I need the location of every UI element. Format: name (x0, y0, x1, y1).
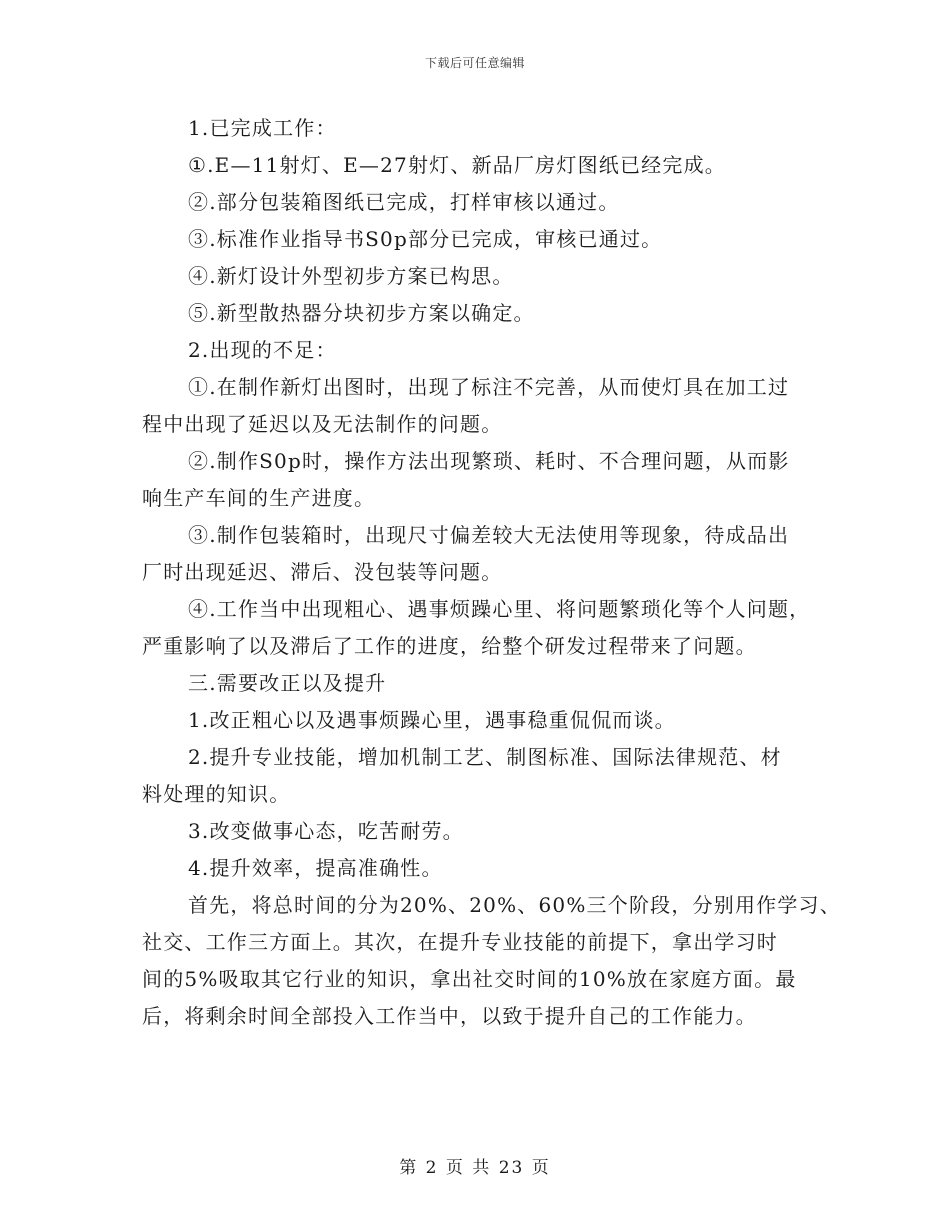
text-line: ④.新灯设计外型初步方案已构思。 (188, 264, 514, 288)
page-footer: 第 2 页 共 23 页 (399, 1158, 551, 1178)
text-line: 首先，将总时间的分为20%、20%、60%三个阶段，分别用作学习、 (188, 893, 841, 917)
text-line: 1.已完成工作： (188, 116, 337, 140)
text-line: ①.在制作新灯出图时，出现了标注不完善，从而使灯具在加工过 (188, 375, 790, 399)
text-line: 料处理的知识。 (142, 782, 291, 806)
text-line: ③.制作包装箱时，出现尺寸偏差较大无法使用等现象，待成品出 (188, 523, 790, 547)
text-line: ③.标准作业指导书S0p部分已完成，审核已通过。 (188, 227, 663, 251)
text-line: ①.E—11射灯、E—27射灯、新品厂房灯图纸已经完成。 (188, 153, 726, 177)
document-body (142, 110, 841, 1035)
text-line: 4.提升效率，提高准确性。 (188, 856, 443, 880)
text-line: 严重影响了以及滞后了工作的进度，给整个研发过程带来了问题。 (142, 634, 757, 658)
text-line: 厂时出现延迟、滞后、没包装等问题。 (142, 560, 503, 584)
text-line: 三.需要改正以及提升 (188, 671, 387, 695)
text-line: 社交、工作三方面上。其次，在提升专业技能的前提下，拿出学习时 (142, 930, 778, 954)
text-line: ⑤.新型散热器分块初步方案以确定。 (188, 301, 535, 325)
text-line: 后，将剩余时间全部投入工作当中，以致于提升自己的工作能力。 (142, 1004, 757, 1028)
text-line: ②.部分包装箱图纸已完成，打样审核以通过。 (188, 190, 620, 214)
text-line: 2.出现的不足： (188, 338, 337, 362)
text-line: ④.工作当中出现粗心、遇事烦躁心里、将问题繁琐化等个人问题， (188, 597, 811, 621)
text-line: ②.制作S0p时，操作方法出现繁琐、耗时、不合理问题，从而影 (188, 449, 790, 473)
text-line: 响生产车间的生产进度。 (142, 486, 376, 510)
text-line: 2.提升专业技能，增加机制工艺、制图标准、国际法律规范、材 (188, 745, 782, 769)
text-line: 3.改变做事心态，吃苦耐劳。 (188, 819, 464, 843)
text-line: 1.改正粗心以及遇事烦躁心里，遇事稳重侃侃而谈。 (188, 708, 676, 732)
text-line: 程中出现了延迟以及无法制作的问题。 (142, 412, 503, 436)
page-header: 下载后可任意编辑 (424, 56, 525, 70)
text-line: 间的5%吸取其它行业的知识，拿出社交时间的10%放在家庭方面。最 (142, 967, 797, 991)
